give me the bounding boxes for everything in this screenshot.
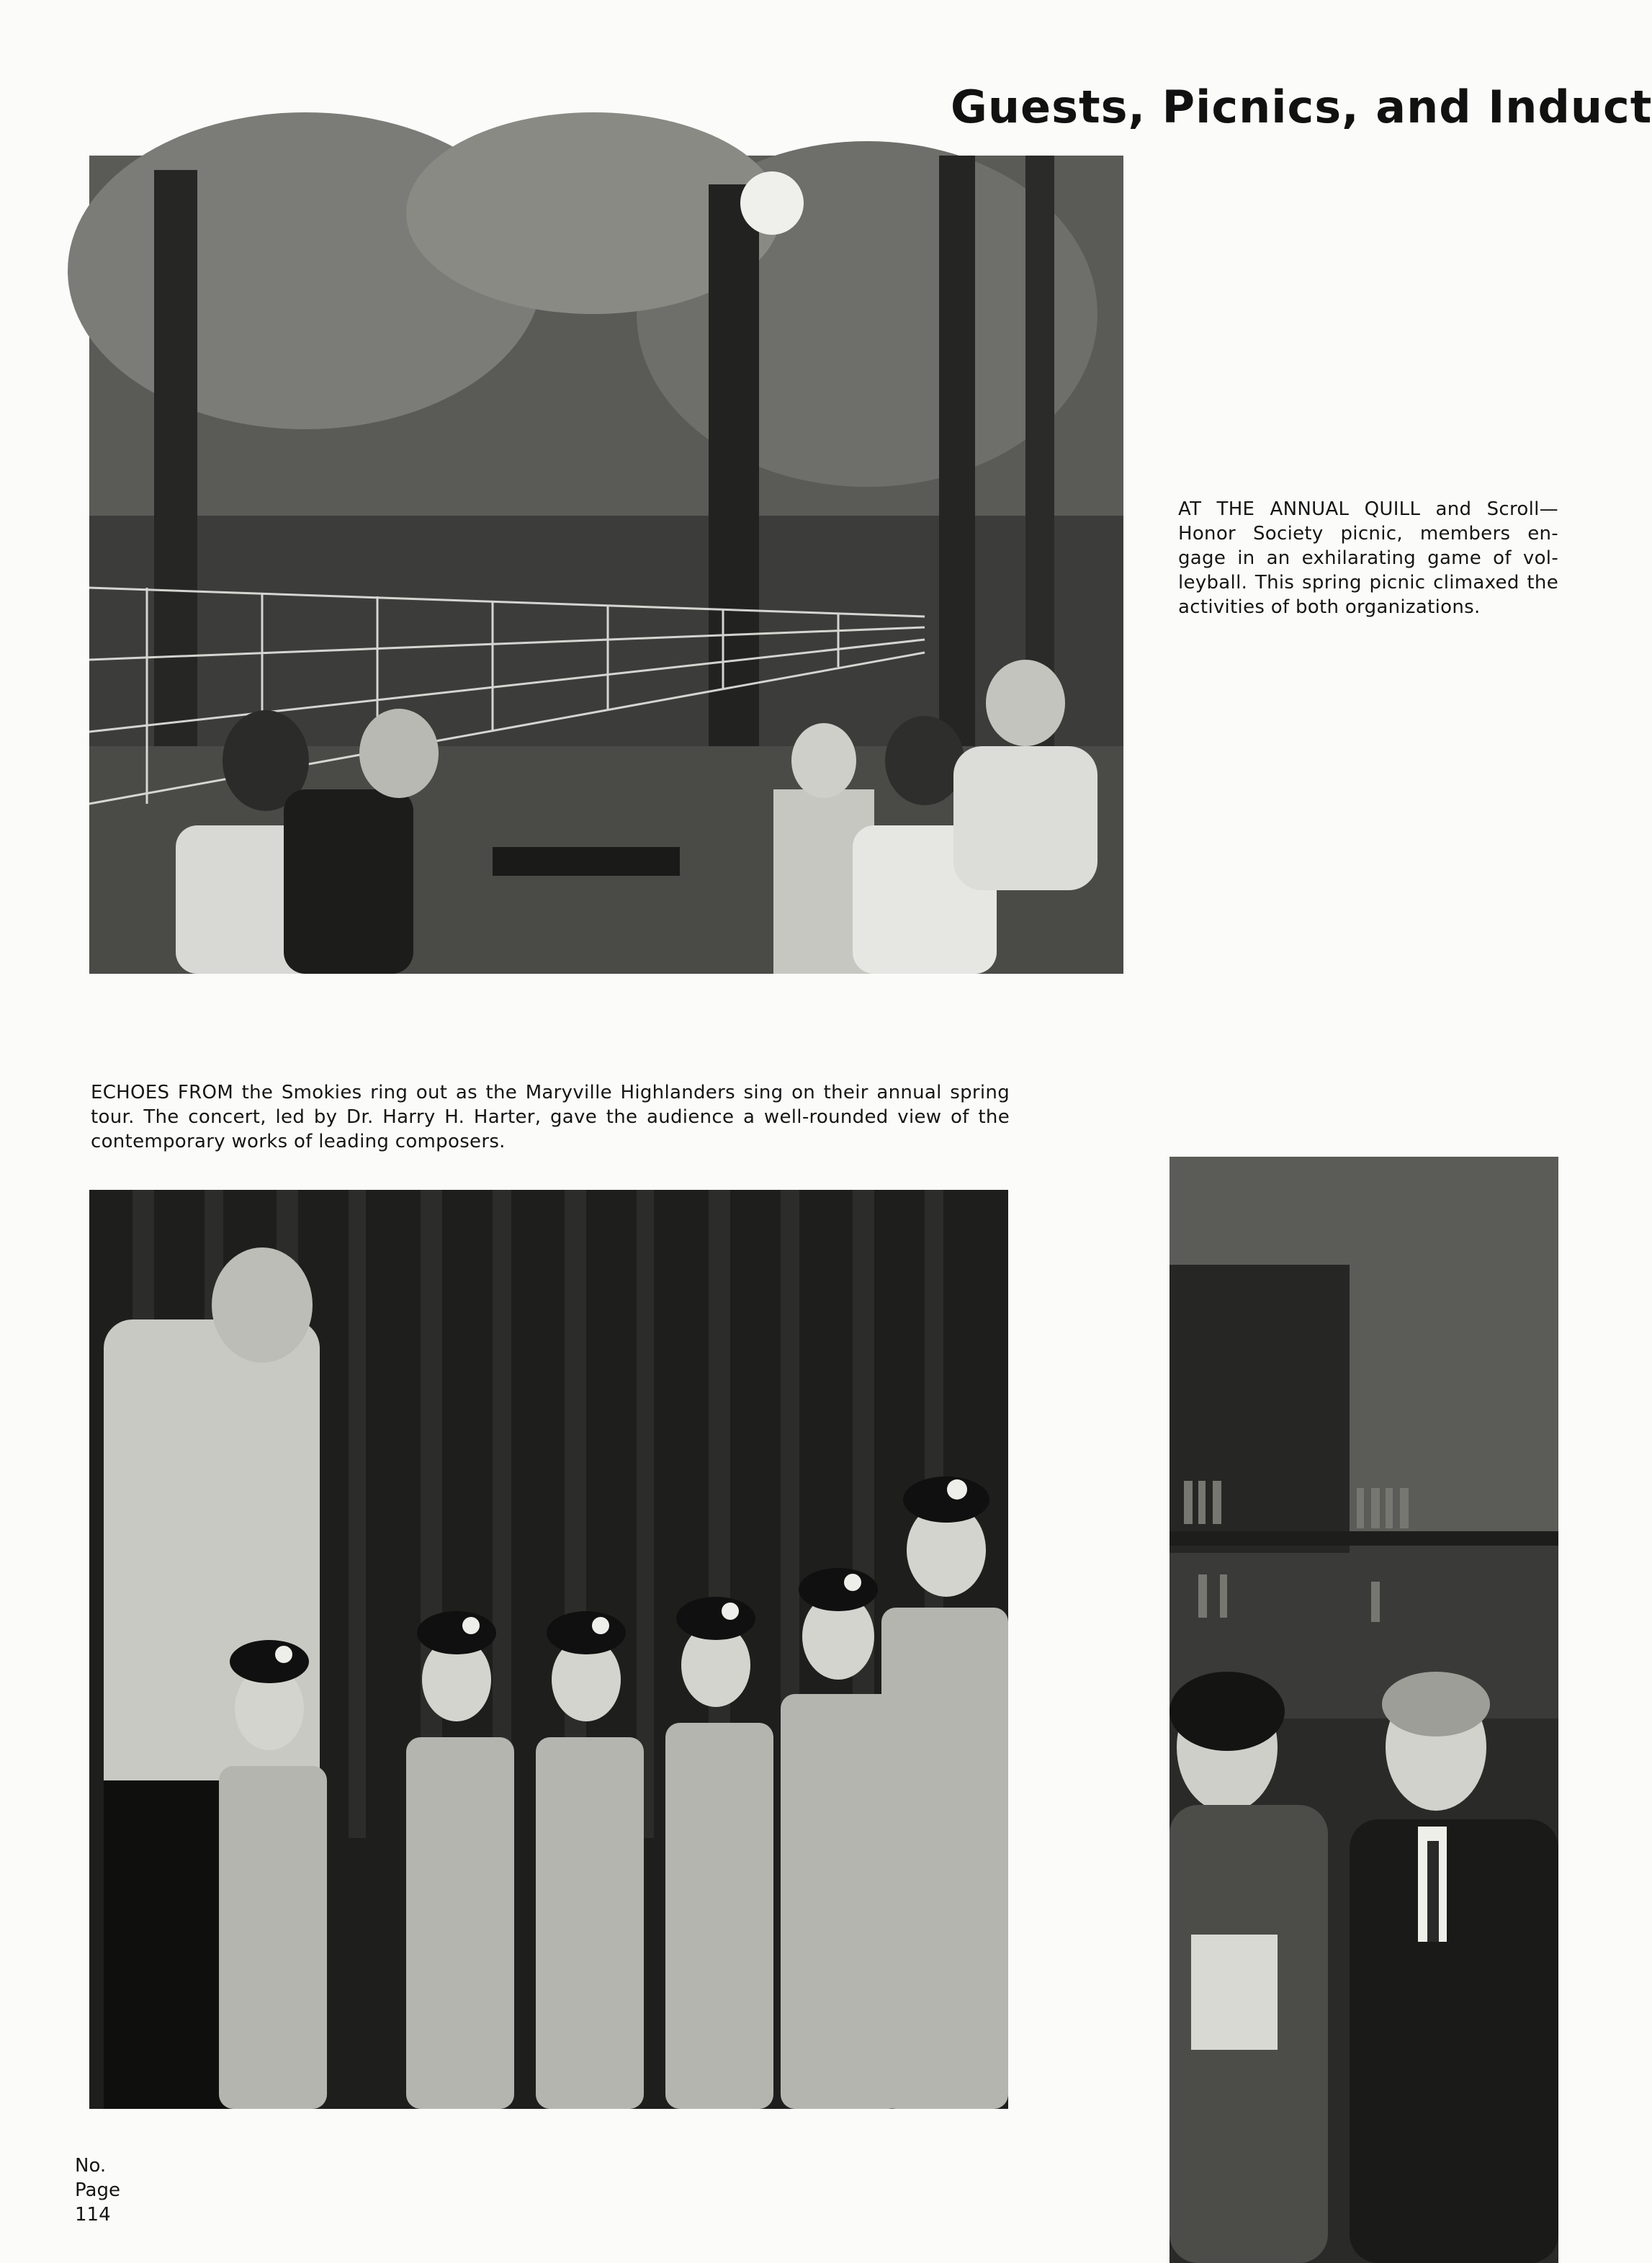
page-number-value: 114: [75, 2204, 111, 2226]
picnic-caption: AT THE ANNUAL QUILL and Scroll—Honor Society picnic, members en-gage in an exhilarating game of vol-leyball. This spring picnic climaxed the activities of both organizations.: [1178, 498, 1558, 618]
volleyball-picnic-photo: [89, 156, 1123, 974]
audience-photo: [1170, 1157, 1558, 2263]
page-number-line-page: Page: [75, 2179, 120, 2201]
page-number-line-no: No.: [75, 2155, 107, 2177]
choir-concert-photo: [89, 1190, 1008, 2109]
page-headline: Guests, Picnics, and Induct: [951, 81, 1652, 133]
page-number: [75, 2154, 120, 2227]
choir-caption: ECHOES FROM the Smokies ring out as the Maryville Highlanders sing on their annual spring tour. The concert, led by Dr. Harry H. Harter, gave the audience a well-rounded view of the contemporary works of leading composers.: [91, 1082, 1010, 1152]
